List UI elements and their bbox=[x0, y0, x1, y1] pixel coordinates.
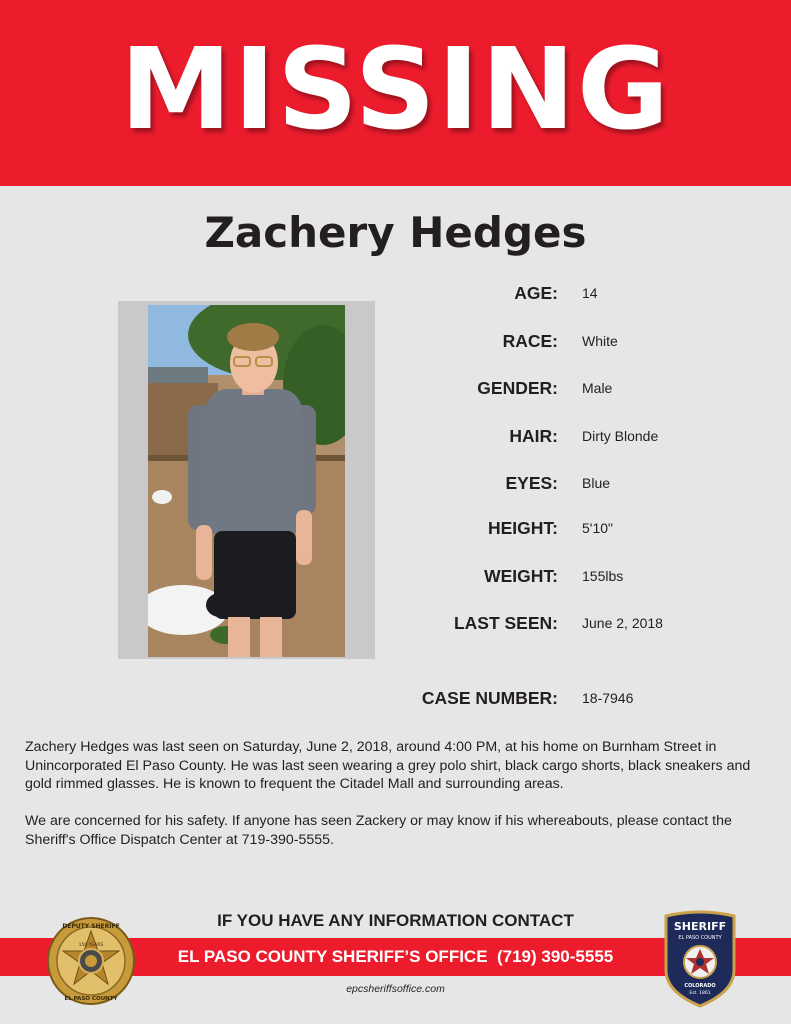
sheriff-contact-line: EL PASO COUNTY SHERIFF’S OFFICE (719) 390-5555 bbox=[177, 947, 614, 966]
case-number-value: 18-7946 bbox=[582, 690, 634, 706]
website-link[interactable]: epcsheriffsoffice.com bbox=[346, 983, 445, 995]
detail-age bbox=[380, 283, 780, 313]
detail-label: AGE: bbox=[514, 283, 558, 303]
svg-text:COLORADO: COLORADO bbox=[684, 983, 716, 989]
detail-value: June 2, 2018 bbox=[582, 615, 663, 631]
missing-person-photo bbox=[148, 305, 345, 657]
detail-height bbox=[380, 518, 780, 548]
detail-value: Male bbox=[582, 380, 613, 396]
detail-label: LAST SEEN: bbox=[453, 613, 558, 633]
detail-label: HAIR: bbox=[509, 426, 558, 446]
detail-race bbox=[380, 331, 780, 361]
deputy-sheriff-badge-icon bbox=[46, 916, 136, 1006]
detail-weight bbox=[380, 566, 780, 596]
detail-label: EYES: bbox=[505, 473, 558, 493]
detail-gender bbox=[380, 378, 780, 408]
missing-banner bbox=[0, 0, 791, 186]
detail-value: White bbox=[582, 333, 618, 349]
detail-hair bbox=[380, 426, 780, 456]
detail-value: 5'10" bbox=[582, 520, 614, 536]
person-name: Zachery Hedges bbox=[204, 208, 587, 257]
detail-value: 155lbs bbox=[582, 568, 624, 584]
missing-title: MISSING bbox=[120, 25, 671, 155]
svg-text:EL PASO COUNTY: EL PASO COUNTY bbox=[64, 996, 118, 1002]
detail-value: 14 bbox=[582, 285, 598, 301]
svg-text:DEPUTY SHERIFF: DEPUTY SHERIFF bbox=[62, 923, 120, 930]
case-number-label: CASE NUMBER: bbox=[421, 688, 558, 708]
sheriff-patch-icon bbox=[662, 910, 738, 1008]
detail-label: HEIGHT: bbox=[488, 518, 558, 538]
info-contact-heading: IF YOU HAVE ANY INFORMATION CONTACT bbox=[217, 911, 574, 930]
detail-label: RACE: bbox=[502, 331, 558, 351]
detail-last-seen bbox=[380, 613, 780, 643]
svg-text:150 YEARS: 150 YEARS bbox=[78, 943, 104, 948]
case-number bbox=[380, 688, 780, 718]
description-paragraph: Zachery Hedges was last seen on Saturday, June 2, 2018, around 4:00 PM, at his home on Burnham Street in Unincorporated El Paso County. He was last seen wearing a grey polo shirt, black cargo shorts, black sneakers and gold rimmed glasses. He is known to frequent the Citadel Mall and surrounding areas. bbox=[25, 739, 751, 792]
detail-eyes bbox=[380, 473, 780, 503]
detail-label: WEIGHT: bbox=[484, 566, 558, 586]
detail-value: Blue bbox=[582, 475, 611, 491]
detail-label: GENDER: bbox=[477, 378, 558, 398]
svg-text:Est. 1861: Est. 1861 bbox=[689, 991, 711, 996]
contact-paragraph: We are concerned for his safety. If anyone has seen Zackery or may know if his whereabouts, please contact the Sheriff's Office Dispatch Center at 719-390-5555. bbox=[25, 813, 732, 848]
svg-text:SHERIFF: SHERIFF bbox=[673, 920, 727, 933]
detail-value: Dirty Blonde bbox=[582, 428, 659, 444]
svg-text:EL PASO COUNTY: EL PASO COUNTY bbox=[678, 935, 722, 941]
